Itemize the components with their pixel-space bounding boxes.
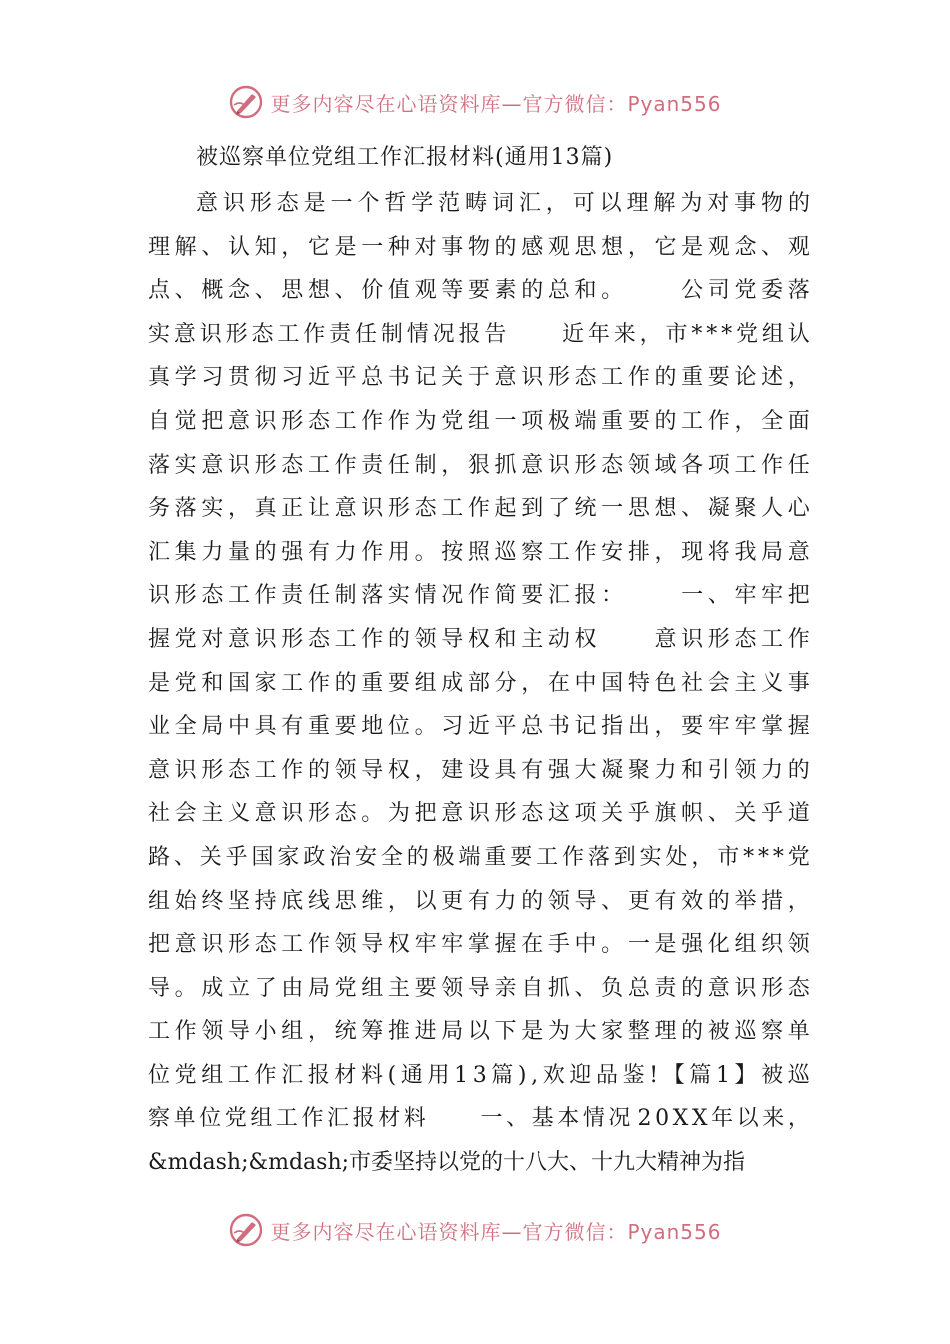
- text-line: 落 实 意 识 形 态 工 作 责 任 制 ， 狠 抓 意 识 形 态 领 域 各 项 工 作 任: [148, 452, 810, 478]
- text-line: 汇 集 力 量 的 强 有 力 作 用 。 按 照 巡 察 工 作 安 排 ， 现 将 我 局 意: [148, 539, 810, 565]
- header-watermark: [0, 82, 950, 122]
- text-line: 业 全 局 中 具 有 重 要 地 位 。 习 近 平 总 书 记 指 出 ， 要 牢 牢 掌 握: [148, 714, 810, 740]
- text-line: 导 。 成 立 了 由 局 党 组 主 要 领 导 亲 自 抓 、 负 总 责 的 意 识 形 态: [148, 975, 810, 1001]
- text-line: 务 落 实 ， 真 正 让 意 识 形 态 工 作 起 到 了 统 一 思 想 、 凝 聚 人 心: [148, 496, 810, 522]
- text-line: 识 形 态 工 作 责 任 制 落 实 情 况 作 简 要 汇 报 ： 一 、 牢 牢 把: [148, 583, 810, 609]
- text-line: 自 觉 把 意 识 形 态 工 作 作 为 党 组 一 项 极 端 重 要 的 工 作 ， 全 面: [148, 408, 810, 434]
- text-line: 点 、 概 念 、 思 想 、 价 值 观 等 要 素 的 总 和 。 公 司 党 委 落: [148, 278, 810, 304]
- text-line: 路 、 关 乎 国 家 政 治 安 全 的 极 端 重 要 工 作 落 到 实 处 ， 市 * * * 党: [148, 844, 810, 870]
- text-line: &mdash;&mdash;市委坚持以党的十八大、十九大精神为指: [148, 1150, 746, 1176]
- document-title: 被巡察单位党组工作汇报材料(通用13篇): [196, 145, 614, 170]
- text-line: 把 意 识 形 态 工 作 领 导 权 牢 牢 掌 握 在 手 中 。 一 是 强 化 组 织 领: [148, 932, 810, 958]
- pen-circle-logo-icon: [228, 1212, 264, 1248]
- document-body: [148, 182, 810, 1185]
- text-line: 社 会 主 义 意 识 形 态 。 为 把 意 识 形 态 这 项 关 乎 旗 帜 、 关 乎 道: [148, 801, 810, 827]
- text-line: 握 党 对 意 识 形 态 工 作 的 领 导 权 和 主 动 权 意 识 形 态 工 作: [148, 626, 810, 652]
- footer-watermark: [0, 1210, 950, 1250]
- text-line: 意 识 形 态 是 一 个 哲 学 范 畴 词 汇 ， 可 以 理 解 为 对 事 物 的: [196, 191, 810, 216]
- text-line: 真 学 习 贯 彻 习 近 平 总 书 记 关 于 意 识 形 态 工 作 的 重 要 论 述 ，: [148, 365, 810, 391]
- text-line: 组 始 终 坚 持 底 线 思 维 ， 以 更 有 力 的 领 导 、 更 有 效 的 举 措 ，: [148, 888, 810, 914]
- text-line: 工 作 领 导 小 组 ， 统 筹 推 进 局 以 下 是 为 大 家 整 理 的 被 巡 察 单: [148, 1019, 810, 1045]
- text-line: 实 意 识 形 态 工 作 责 任 制 情 况 报 告 近 年 来 ， 市 * * * 党 组 认: [148, 321, 810, 347]
- text-line: 察 单 位 党 组 工 作 汇 报 材 料 一 、 基 本 情 况 2 0 X X 年 以 来 ，: [148, 1106, 810, 1132]
- text-line: 位 党 组 工 作 汇 报 材 料 ( 通 用 1 3 篇 ) , 欢 迎 品 鉴 ! 【 篇 1 】 被 巡: [148, 1062, 810, 1088]
- pen-circle-logo-icon: [228, 84, 264, 120]
- watermark-text: 更多内容尽在心语资料库—官方微信：Pyan556: [270, 1219, 722, 1244]
- watermark-text: 更多内容尽在心语资料库—官方微信：Pyan556: [270, 91, 722, 116]
- text-line: 理 解 、 认 知 ， 它 是 一 种 对 事 物 的 感 观 思 想 ， 它 是 观 念 、 观: [148, 234, 810, 260]
- text-line: 意 识 形 态 工 作 的 领 导 权 ， 建 设 具 有 强 大 凝 聚 力 和 引 领 力 的: [148, 757, 810, 783]
- text-line: 是 党 和 国 家 工 作 的 重 要 组 成 部 分 ， 在 中 国 特 色 社 会 主 义 事: [148, 670, 810, 696]
